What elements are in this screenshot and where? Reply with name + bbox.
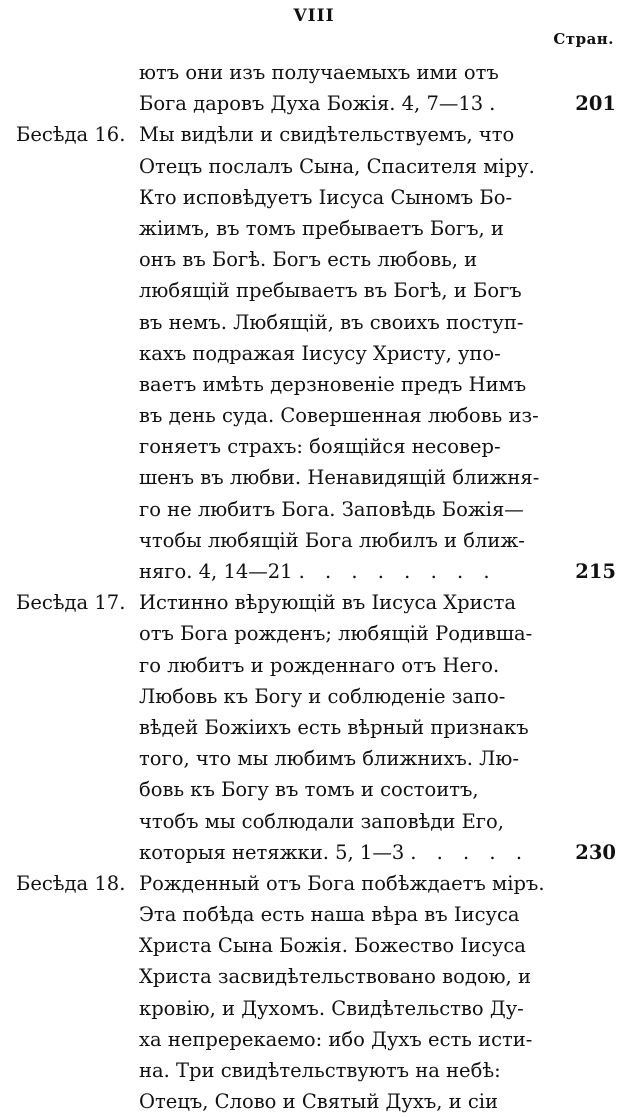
entry-text: въ немъ. Любящій, въ своихъ поступ-: [139, 310, 524, 334]
toc-line: [16, 57, 616, 88]
leader-dots: .: [489, 92, 503, 116]
entry-text: кахъ подражая Іисусу Христу, упо-: [139, 341, 501, 365]
entry-text: ха непререкаемо: ибо Духъ есть исти-: [139, 1027, 533, 1051]
toc-line: [16, 899, 616, 930]
toc-line: [16, 930, 616, 961]
toc-line: [16, 400, 616, 431]
entry-text: Христа засвидѣтельствовано водою, и: [139, 965, 531, 989]
page-number: 215: [575, 560, 616, 583]
entry-text: Кто исповѣдуетъ Іисуса Сыномъ Бо-: [139, 185, 513, 209]
entry-text: онъ въ Богѣ. Богъ есть любовь, и: [139, 248, 478, 272]
toc-line: [16, 868, 616, 899]
entry-text: того, что мы любимъ ближнихъ. Лю-: [139, 747, 519, 771]
toc-line: [16, 587, 616, 618]
entry-text: гоняетъ страхъ: боящійся несовер-: [139, 435, 501, 459]
entry-text: на. Три свидѣтельствуютъ на небѣ:: [139, 1059, 501, 1082]
entry-text: чтобъ мы соблюдали заповѣди Его,: [139, 809, 504, 833]
entry-label: Бесѣда 16.: [16, 123, 126, 147]
entry-text: Бога даровъ Духа Божія. 4, 7—13: [139, 92, 484, 116]
page-number: 230: [575, 840, 616, 864]
entry-text: ютъ они изъ получаемыхъ ими отъ: [139, 61, 499, 84]
entry-text: шенъ въ любви. Ненавидящій ближня-: [139, 466, 540, 490]
entry-text: ваетъ имѣть дерзновеніе предъ Нимъ: [139, 372, 527, 396]
toc-line: [16, 806, 616, 837]
entry-text: любящій пребываетъ въ Богѣ, и Богъ: [139, 279, 522, 303]
entry-text: жіимъ, въ томъ пребываетъ Богъ, и: [139, 216, 504, 240]
entry-text: Любовь къ Богу и соблюденіе запо-: [139, 684, 506, 708]
entry-text: отъ Бога рожденъ; любящій Родивша-: [139, 622, 533, 646]
toc-line: [16, 961, 616, 992]
entry-label: Бесѣда 17.: [16, 591, 126, 615]
entry-text: Эта побѣда есть наша вѣра въ Іисуса: [139, 903, 520, 927]
toc-line: [16, 338, 616, 369]
toc-line: [16, 494, 616, 525]
table-of-contents: [16, 57, 616, 1117]
page-column-label: Стран.: [553, 30, 614, 48]
entry-text: го любитъ и рожденнаго отъ Него.: [139, 653, 500, 677]
entry-text: вѣдей Божіихъ есть вѣрный признакъ: [139, 715, 529, 739]
toc-line: [16, 1055, 616, 1086]
toc-entry: [16, 57, 616, 119]
toc-line: [16, 182, 616, 213]
toc-line: [16, 462, 616, 493]
entry-text: го не любитъ Бога. Заповѣдь Божія—: [139, 497, 524, 521]
toc-line: [16, 618, 616, 649]
toc-line: [16, 712, 616, 743]
toc-line: [16, 774, 616, 805]
toc-entry: [16, 119, 616, 587]
toc-line: [16, 1024, 616, 1055]
toc-entry: [16, 868, 616, 1117]
toc-line: [16, 119, 616, 150]
entry-text: Рожденный отъ Бога побѣждаетъ міръ.: [139, 871, 545, 895]
entry-text: Христа Сына Божія. Божество Іисуса: [139, 934, 526, 958]
toc-line: [16, 151, 616, 182]
entry-text: Мы видѣли и свидѣтельствуемъ, что: [139, 123, 515, 147]
toc-line: [16, 88, 616, 119]
entry-text: Отецъ послалъ Сына, Спасителя міру.: [139, 154, 535, 178]
page-number: 201: [575, 92, 616, 116]
toc-line: [16, 1086, 616, 1117]
leader-dots: . . . . . . . .: [298, 560, 497, 583]
leader-dots: . . . . .: [410, 840, 530, 864]
toc-line: [16, 837, 616, 868]
toc-line: [16, 556, 616, 587]
entry-text: Истинно вѣрующій въ Іисуса Христа: [139, 591, 516, 615]
toc-line: [16, 525, 616, 556]
entry-text: кровію, и Духомъ. Свидѣтельство Ду-: [139, 996, 524, 1020]
toc-line: [16, 307, 616, 338]
entry-text: чтобы любящій Бога любилъ и ближ-: [139, 528, 525, 552]
entry-text: Отецъ, Слово и Святый Духъ, и сіи: [139, 1090, 498, 1114]
toc-line: [16, 369, 616, 400]
toc-line: [16, 213, 616, 244]
entry-text: которыя нетяжки. 5, 1—3: [139, 840, 405, 864]
entry-text: няго. 4, 14—21: [139, 560, 293, 583]
toc-line: [16, 431, 616, 462]
toc-line: [16, 681, 616, 712]
toc-line: [16, 993, 616, 1024]
page-roman-numeral: VIII: [293, 6, 335, 26]
entry-text: бовь къ Богу въ томъ и состоитъ,: [139, 778, 479, 802]
toc-line: [16, 650, 616, 681]
toc-line: [16, 275, 616, 306]
toc-entry: [16, 587, 616, 868]
entry-label: Бесѣда 18.: [16, 871, 126, 895]
entry-text: въ день суда. Совершенная любовь из-: [139, 404, 539, 428]
toc-line: [16, 244, 616, 275]
toc-line: [16, 743, 616, 774]
